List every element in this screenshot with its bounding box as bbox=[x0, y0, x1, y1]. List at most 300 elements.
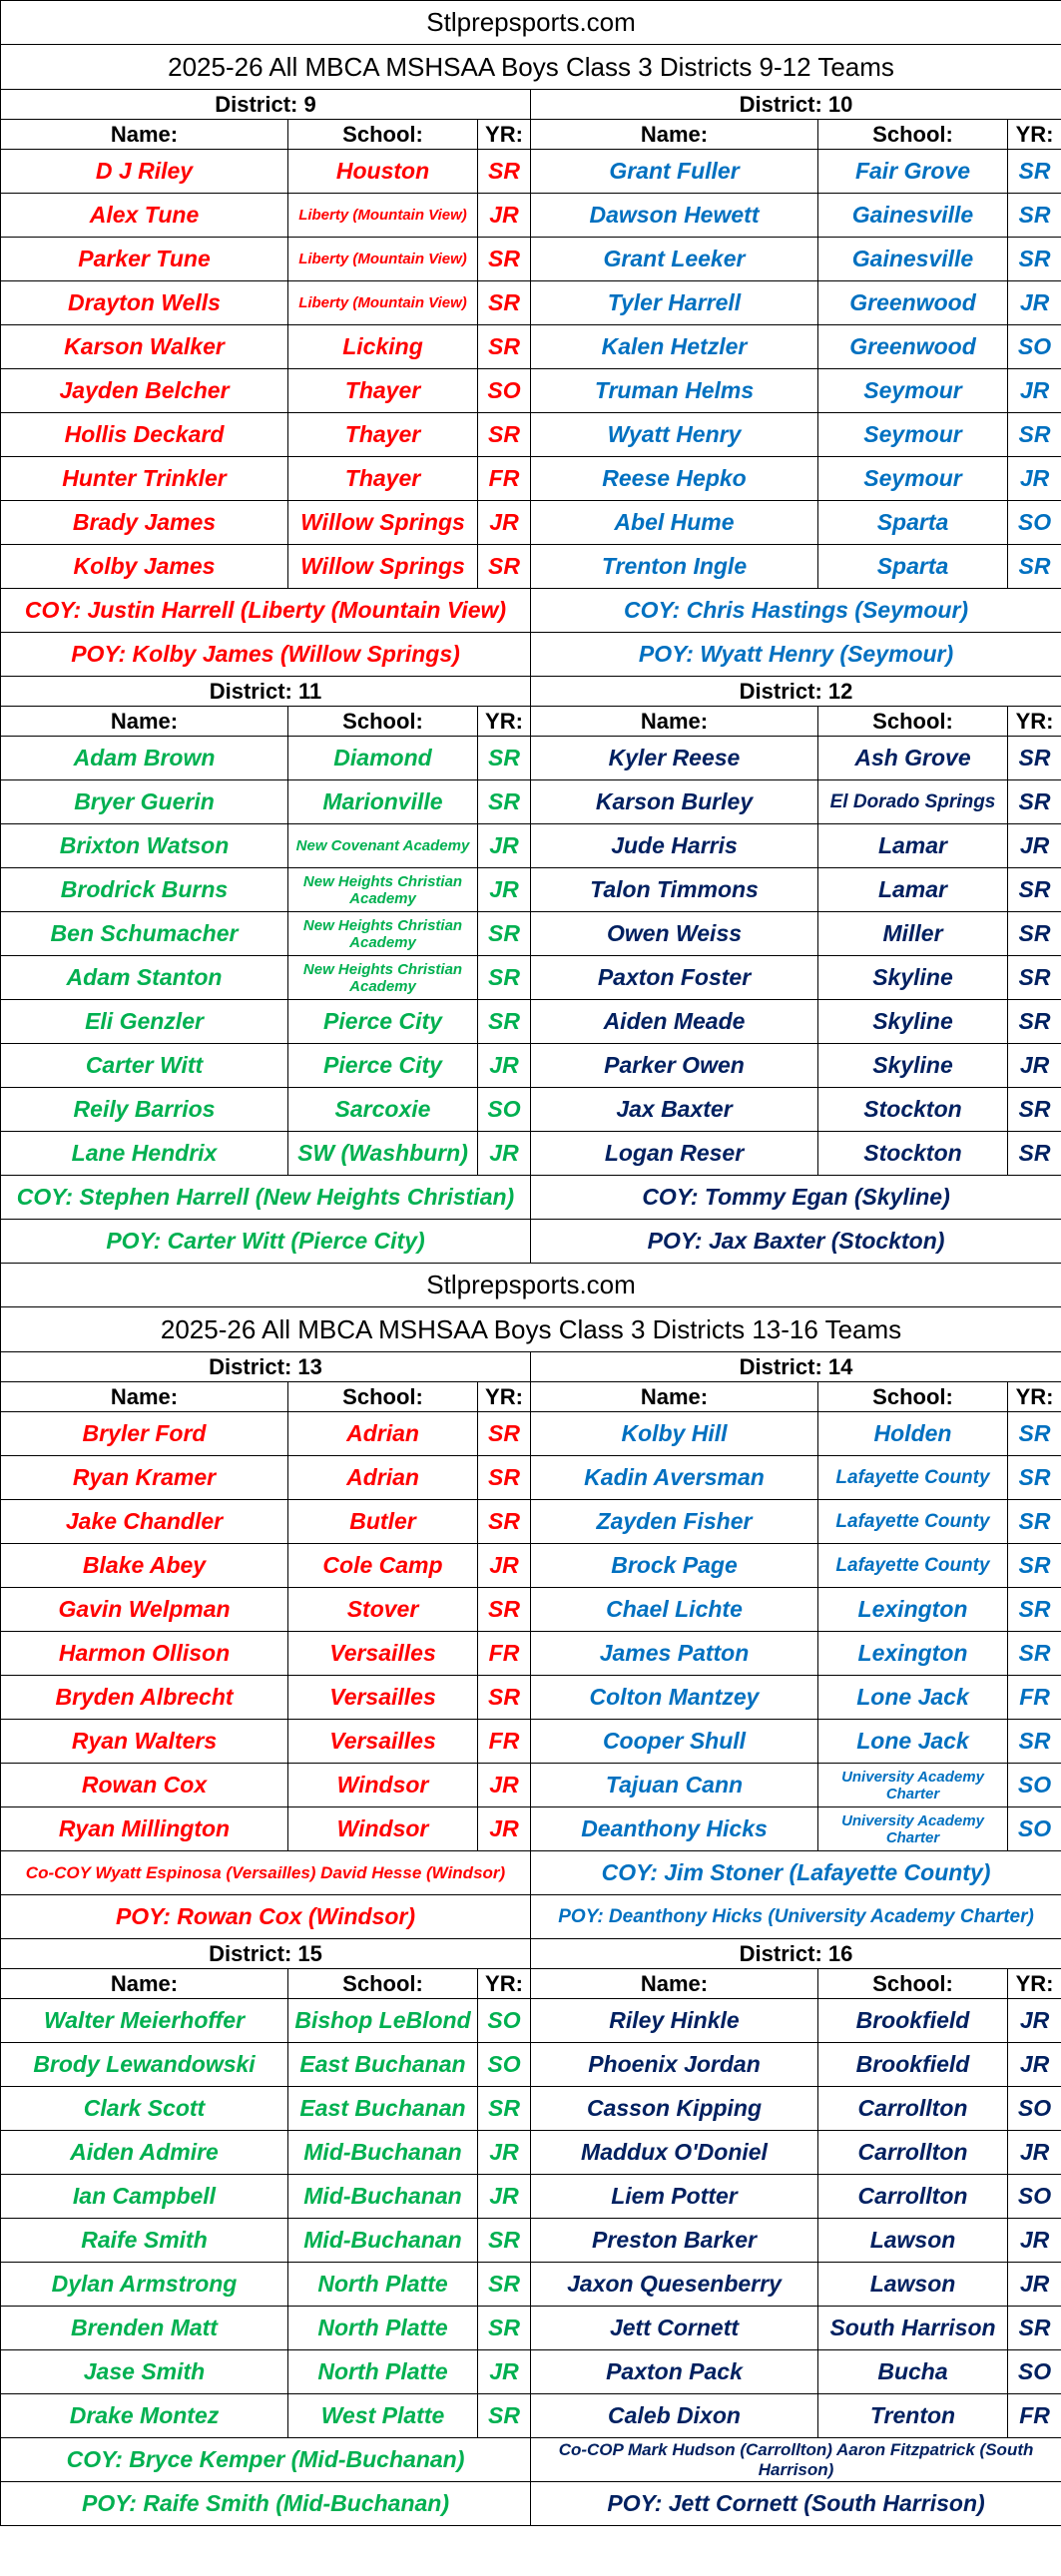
name-column-header: Name: bbox=[1, 1382, 288, 1412]
player-name: Rowan Cox bbox=[1, 1764, 288, 1807]
district-header-row bbox=[1, 677, 1061, 707]
player-school: Gainesville bbox=[818, 194, 1008, 238]
player-row bbox=[1, 2219, 1061, 2263]
player-year: SR bbox=[1008, 737, 1061, 780]
yr-column-header: YR: bbox=[478, 1969, 531, 1999]
player-year: JR bbox=[1008, 1044, 1061, 1088]
player-year: JR bbox=[1008, 1999, 1061, 2043]
player-year: SR bbox=[478, 1456, 531, 1500]
player-year: SR bbox=[1008, 1412, 1061, 1456]
player-year: JR bbox=[1008, 824, 1061, 868]
player-year: JR bbox=[1008, 2131, 1061, 2175]
player-school: Lawson bbox=[818, 2263, 1008, 2307]
player-row bbox=[1, 2263, 1061, 2307]
site-title-row bbox=[1, 1264, 1061, 1307]
district-name: District: 16 bbox=[531, 1939, 1061, 1969]
player-name: Jax Baxter bbox=[531, 1088, 818, 1132]
player-name: D J Riley bbox=[1, 150, 288, 194]
player-row bbox=[1, 956, 1061, 1000]
player-school: Lexington bbox=[818, 1588, 1008, 1632]
player-row bbox=[1, 1999, 1061, 2043]
player-school: Seymour bbox=[818, 457, 1008, 501]
player-name: Paxton Pack bbox=[531, 2350, 818, 2394]
player-year: SR bbox=[1008, 194, 1061, 238]
player-name: Liem Potter bbox=[531, 2175, 818, 2219]
player-row bbox=[1, 2043, 1061, 2087]
district-name: District: 9 bbox=[1, 90, 531, 120]
player-name: Grant Fuller bbox=[531, 150, 818, 194]
school-column-header: School: bbox=[818, 1969, 1008, 1999]
player-year: JR bbox=[478, 1544, 531, 1588]
player-year: JR bbox=[478, 2175, 531, 2219]
player-school: Stockton bbox=[818, 1132, 1008, 1176]
player-row bbox=[1, 1764, 1061, 1807]
player-year: SO bbox=[478, 369, 531, 413]
player-school: Versailles bbox=[288, 1676, 478, 1720]
player-year: SR bbox=[478, 2219, 531, 2263]
school-column-header: School: bbox=[288, 1382, 478, 1412]
district-name: District: 11 bbox=[1, 677, 531, 707]
coach-of-year: COY: Jim Stoner (Lafayette County) bbox=[531, 1851, 1061, 1895]
player-school: Miller bbox=[818, 912, 1008, 956]
player-school: Greenwood bbox=[818, 325, 1008, 369]
player-name: Jude Harris bbox=[531, 824, 818, 868]
district-header-row bbox=[1, 1939, 1061, 1969]
player-name: Brady James bbox=[1, 501, 288, 545]
player-year: SR bbox=[478, 1676, 531, 1720]
player-year: JR bbox=[1008, 457, 1061, 501]
player-name: Wyatt Henry bbox=[531, 413, 818, 457]
player-school: Skyline bbox=[818, 1044, 1008, 1088]
player-year: SR bbox=[478, 2087, 531, 2131]
player-name: Jase Smith bbox=[1, 2350, 288, 2394]
player-row bbox=[1, 1676, 1061, 1720]
player-school: New Heights Christian Academy bbox=[288, 956, 478, 1000]
player-school: Windsor bbox=[288, 1807, 478, 1851]
column-header-row bbox=[1, 1382, 1061, 1412]
player-year: JR bbox=[478, 1807, 531, 1851]
player-of-year: POY: Rowan Cox (Windsor) bbox=[1, 1895, 531, 1939]
player-row bbox=[1, 2350, 1061, 2394]
sheet-title-row bbox=[1, 45, 1061, 90]
player-school: East Buchanan bbox=[288, 2043, 478, 2087]
coach-of-year-row bbox=[1, 1851, 1061, 1895]
player-school: University Academy Charter bbox=[818, 1764, 1008, 1807]
player-school: North Platte bbox=[288, 2307, 478, 2350]
coach-of-year: Co-COP Mark Hudson (Carrollton) Aaron Fitzpatrick (South Harrison) bbox=[531, 2438, 1061, 2482]
player-name: Walter Meierhoffer bbox=[1, 1999, 288, 2043]
player-school: Houston bbox=[288, 150, 478, 194]
yr-column-header: YR: bbox=[1008, 120, 1061, 150]
player-row bbox=[1, 1044, 1061, 1088]
player-row bbox=[1, 780, 1061, 824]
player-name: Lane Hendrix bbox=[1, 1132, 288, 1176]
player-name: Ryan Millington bbox=[1, 1807, 288, 1851]
player-year: JR bbox=[478, 501, 531, 545]
player-school: Versailles bbox=[288, 1632, 478, 1676]
player-name: Zayden Fisher bbox=[531, 1500, 818, 1544]
player-of-year-row bbox=[1, 1895, 1061, 1939]
player-name: Talon Timmons bbox=[531, 868, 818, 912]
player-name: James Patton bbox=[531, 1632, 818, 1676]
player-school: El Dorado Springs bbox=[818, 780, 1008, 824]
player-of-year-row bbox=[1, 1220, 1061, 1264]
yr-column-header: YR: bbox=[478, 1382, 531, 1412]
player-name: Jaxon Quesenberry bbox=[531, 2263, 818, 2307]
player-row bbox=[1, 281, 1061, 325]
sheet-title: 2025-26 All MBCA MSHSAA Boys Class 3 Districts 9-12 Teams bbox=[1, 45, 1061, 90]
player-name: Maddux O'Doniel bbox=[531, 2131, 818, 2175]
name-column-header: Name: bbox=[531, 1969, 818, 1999]
player-year: JR bbox=[1008, 2043, 1061, 2087]
player-of-year: POY: Wyatt Henry (Seymour) bbox=[531, 633, 1061, 677]
player-name: Ben Schumacher bbox=[1, 912, 288, 956]
player-year: SR bbox=[1008, 1588, 1061, 1632]
player-year: SR bbox=[1008, 545, 1061, 589]
player-name: Tajuan Cann bbox=[531, 1764, 818, 1807]
player-school: Thayer bbox=[288, 457, 478, 501]
yr-column-header: YR: bbox=[1008, 707, 1061, 737]
player-year: SR bbox=[478, 281, 531, 325]
player-school: Carrollton bbox=[818, 2131, 1008, 2175]
player-name: Phoenix Jordan bbox=[531, 2043, 818, 2087]
yr-column-header: YR: bbox=[1008, 1382, 1061, 1412]
player-school: Sarcoxie bbox=[288, 1088, 478, 1132]
player-name: Adam Brown bbox=[1, 737, 288, 780]
player-school: North Platte bbox=[288, 2350, 478, 2394]
player-school: Versailles bbox=[288, 1720, 478, 1764]
player-year: SO bbox=[478, 1999, 531, 2043]
player-school: Brookfield bbox=[818, 2043, 1008, 2087]
player-name: Grant Leeker bbox=[531, 238, 818, 281]
player-name: Karson Walker bbox=[1, 325, 288, 369]
player-year: SR bbox=[478, 150, 531, 194]
site-title-row bbox=[1, 1, 1061, 45]
player-school: Ash Grove bbox=[818, 737, 1008, 780]
player-year: SR bbox=[1008, 413, 1061, 457]
player-school: Willow Springs bbox=[288, 545, 478, 589]
player-year: SR bbox=[1008, 150, 1061, 194]
player-school: Sparta bbox=[818, 545, 1008, 589]
player-school: Carrollton bbox=[818, 2175, 1008, 2219]
player-year: SR bbox=[1008, 2307, 1061, 2350]
player-year: SR bbox=[478, 1000, 531, 1044]
coach-of-year: COY: Chris Hastings (Seymour) bbox=[531, 589, 1061, 633]
sheet-title: 2025-26 All MBCA MSHSAA Boys Class 3 Districts 13-16 Teams bbox=[1, 1307, 1061, 1352]
district-name: District: 13 bbox=[1, 1352, 531, 1382]
player-year: FR bbox=[478, 457, 531, 501]
player-year: SR bbox=[1008, 912, 1061, 956]
player-school: Bucha bbox=[818, 2350, 1008, 2394]
player-year: SR bbox=[1008, 1500, 1061, 1544]
name-column-header: Name: bbox=[1, 1969, 288, 1999]
player-of-year: POY: Deanthony Hicks (University Academy Charter) bbox=[531, 1895, 1061, 1939]
player-name: Truman Helms bbox=[531, 369, 818, 413]
player-school: Skyline bbox=[818, 1000, 1008, 1044]
player-name: Brodrick Burns bbox=[1, 868, 288, 912]
player-school: Butler bbox=[288, 1500, 478, 1544]
school-column-header: School: bbox=[818, 1382, 1008, 1412]
player-year: JR bbox=[478, 2350, 531, 2394]
coach-of-year: Co-COY Wyatt Espinosa (Versailles) David Hesse (Windsor) bbox=[1, 1851, 531, 1895]
player-school: Lafayette County bbox=[818, 1500, 1008, 1544]
player-year: JR bbox=[478, 824, 531, 868]
player-year: SR bbox=[1008, 780, 1061, 824]
player-year: SR bbox=[1008, 1000, 1061, 1044]
player-row bbox=[1, 1807, 1061, 1851]
player-year: FR bbox=[478, 1720, 531, 1764]
player-row bbox=[1, 2131, 1061, 2175]
player-name: Blake Abey bbox=[1, 1544, 288, 1588]
player-school: Lamar bbox=[818, 824, 1008, 868]
player-name: Eli Genzler bbox=[1, 1000, 288, 1044]
player-school: Stockton bbox=[818, 1088, 1008, 1132]
player-name: Jayden Belcher bbox=[1, 369, 288, 413]
player-year: SR bbox=[1008, 1132, 1061, 1176]
name-column-header: Name: bbox=[531, 120, 818, 150]
player-of-year: POY: Kolby James (Willow Springs) bbox=[1, 633, 531, 677]
player-name: Hollis Deckard bbox=[1, 413, 288, 457]
player-row bbox=[1, 501, 1061, 545]
player-name: Raife Smith bbox=[1, 2219, 288, 2263]
player-row bbox=[1, 2087, 1061, 2131]
player-row bbox=[1, 1456, 1061, 1500]
player-name: Bryer Guerin bbox=[1, 780, 288, 824]
player-school: University Academy Charter bbox=[818, 1807, 1008, 1851]
player-row bbox=[1, 1132, 1061, 1176]
player-name: Chael Lichte bbox=[531, 1588, 818, 1632]
player-name: Kolby Hill bbox=[531, 1412, 818, 1456]
player-school: Windsor bbox=[288, 1764, 478, 1807]
player-year: SO bbox=[1008, 1764, 1061, 1807]
player-school: Thayer bbox=[288, 413, 478, 457]
player-row bbox=[1, 1000, 1061, 1044]
player-row bbox=[1, 2175, 1061, 2219]
school-column-header: School: bbox=[288, 707, 478, 737]
player-row bbox=[1, 824, 1061, 868]
column-header-row bbox=[1, 120, 1061, 150]
player-name: Aiden Meade bbox=[531, 1000, 818, 1044]
player-school: East Buchanan bbox=[288, 2087, 478, 2131]
player-year: SR bbox=[1008, 1456, 1061, 1500]
player-school: Stover bbox=[288, 1588, 478, 1632]
player-school: New Covenant Academy bbox=[288, 824, 478, 868]
player-school: Adrian bbox=[288, 1412, 478, 1456]
player-of-year: POY: Carter Witt (Pierce City) bbox=[1, 1220, 531, 1264]
yr-column-header: YR: bbox=[478, 120, 531, 150]
player-name: Jett Cornett bbox=[531, 2307, 818, 2350]
player-of-year-row bbox=[1, 2482, 1061, 2526]
player-row bbox=[1, 1588, 1061, 1632]
player-name: Paxton Foster bbox=[531, 956, 818, 1000]
player-name: Drake Montez bbox=[1, 2394, 288, 2438]
district-name: District: 14 bbox=[531, 1352, 1061, 1382]
player-school: Lone Jack bbox=[818, 1720, 1008, 1764]
player-school: Greenwood bbox=[818, 281, 1008, 325]
site-title: Stlprepsports.com bbox=[1, 1, 1061, 45]
player-name: Clark Scott bbox=[1, 2087, 288, 2131]
player-year: SR bbox=[478, 325, 531, 369]
player-name: Hunter Trinkler bbox=[1, 457, 288, 501]
player-row bbox=[1, 1632, 1061, 1676]
player-school: Seymour bbox=[818, 369, 1008, 413]
name-column-header: Name: bbox=[1, 120, 288, 150]
name-column-header: Name: bbox=[1, 707, 288, 737]
player-school: New Heights Christian Academy bbox=[288, 868, 478, 912]
player-year: SR bbox=[1008, 1632, 1061, 1676]
player-school: Adrian bbox=[288, 1456, 478, 1500]
player-row bbox=[1, 325, 1061, 369]
player-year: JR bbox=[478, 1764, 531, 1807]
player-school: West Platte bbox=[288, 2394, 478, 2438]
player-school: Lawson bbox=[818, 2219, 1008, 2263]
player-name: Reily Barrios bbox=[1, 1088, 288, 1132]
player-year: SR bbox=[1008, 1544, 1061, 1588]
player-name: Kalen Hetzler bbox=[531, 325, 818, 369]
player-row bbox=[1, 369, 1061, 413]
player-name: Bryden Albrecht bbox=[1, 1676, 288, 1720]
player-year: SR bbox=[478, 2307, 531, 2350]
player-name: Ryan Walters bbox=[1, 1720, 288, 1764]
player-year: JR bbox=[1008, 2219, 1061, 2263]
player-row bbox=[1, 238, 1061, 281]
name-column-header: Name: bbox=[531, 707, 818, 737]
player-school: Licking bbox=[288, 325, 478, 369]
player-year: SR bbox=[1008, 238, 1061, 281]
district-name: District: 15 bbox=[1, 1939, 531, 1969]
yr-column-header: YR: bbox=[1008, 1969, 1061, 1999]
player-of-year-row bbox=[1, 633, 1061, 677]
player-name: Riley Hinkle bbox=[531, 1999, 818, 2043]
player-year: SO bbox=[1008, 2350, 1061, 2394]
player-name: Casson Kipping bbox=[531, 2087, 818, 2131]
coach-of-year: COY: Tommy Egan (Skyline) bbox=[531, 1176, 1061, 1220]
player-year: SR bbox=[478, 1500, 531, 1544]
player-of-year: POY: Raife Smith (Mid-Buchanan) bbox=[1, 2482, 531, 2526]
coach-of-year: COY: Stephen Harrell (New Heights Christian) bbox=[1, 1176, 531, 1220]
player-school: Pierce City bbox=[288, 1044, 478, 1088]
player-school: Lexington bbox=[818, 1632, 1008, 1676]
coach-of-year-row bbox=[1, 589, 1061, 633]
column-header-row bbox=[1, 1969, 1061, 1999]
district-header-row bbox=[1, 1352, 1061, 1382]
player-name: Bryler Ford bbox=[1, 1412, 288, 1456]
player-name: Cooper Shull bbox=[531, 1720, 818, 1764]
sheet-title-row bbox=[1, 1307, 1061, 1352]
player-year: JR bbox=[478, 2131, 531, 2175]
player-school: Liberty (Mountain View) bbox=[288, 281, 478, 325]
player-year: JR bbox=[1008, 369, 1061, 413]
player-name: Carter Witt bbox=[1, 1044, 288, 1088]
player-year: SO bbox=[1008, 325, 1061, 369]
player-school: Trenton bbox=[818, 2394, 1008, 2438]
district-name: District: 10 bbox=[531, 90, 1061, 120]
player-name: Logan Reser bbox=[531, 1132, 818, 1176]
player-year: JR bbox=[1008, 281, 1061, 325]
player-name: Colton Mantzey bbox=[531, 1676, 818, 1720]
player-year: SR bbox=[478, 545, 531, 589]
player-year: SR bbox=[478, 413, 531, 457]
player-school: Thayer bbox=[288, 369, 478, 413]
player-school: Diamond bbox=[288, 737, 478, 780]
player-school: Carrollton bbox=[818, 2087, 1008, 2131]
player-year: JR bbox=[478, 1044, 531, 1088]
player-name: Dylan Armstrong bbox=[1, 2263, 288, 2307]
coach-of-year-row bbox=[1, 1176, 1061, 1220]
player-year: SO bbox=[1008, 1807, 1061, 1851]
player-school: South Harrison bbox=[818, 2307, 1008, 2350]
yr-column-header: YR: bbox=[478, 707, 531, 737]
player-year: SO bbox=[1008, 2087, 1061, 2131]
player-school: Fair Grove bbox=[818, 150, 1008, 194]
player-row bbox=[1, 2307, 1061, 2350]
player-school: Skyline bbox=[818, 956, 1008, 1000]
player-name: Brock Page bbox=[531, 1544, 818, 1588]
player-school: Lafayette County bbox=[818, 1456, 1008, 1500]
player-school: Bishop LeBlond bbox=[288, 1999, 478, 2043]
player-row bbox=[1, 1412, 1061, 1456]
player-school: Seymour bbox=[818, 413, 1008, 457]
column-header-row bbox=[1, 707, 1061, 737]
player-school: Mid-Buchanan bbox=[288, 2219, 478, 2263]
player-year: SR bbox=[1008, 868, 1061, 912]
player-school: Sparta bbox=[818, 501, 1008, 545]
player-year: JR bbox=[1008, 2263, 1061, 2307]
player-year: SR bbox=[478, 1412, 531, 1456]
player-name: Karson Burley bbox=[531, 780, 818, 824]
player-school: Brookfield bbox=[818, 1999, 1008, 2043]
school-column-header: School: bbox=[818, 707, 1008, 737]
coach-of-year-row bbox=[1, 2438, 1061, 2482]
player-name: Adam Stanton bbox=[1, 956, 288, 1000]
player-year: SR bbox=[478, 2263, 531, 2307]
site-title: Stlprepsports.com bbox=[1, 1264, 1061, 1307]
player-row bbox=[1, 1720, 1061, 1764]
player-row bbox=[1, 545, 1061, 589]
player-school: Cole Camp bbox=[288, 1544, 478, 1588]
player-name: Brixton Watson bbox=[1, 824, 288, 868]
player-name: Parker Owen bbox=[531, 1044, 818, 1088]
player-school: Liberty (Mountain View) bbox=[288, 238, 478, 281]
player-row bbox=[1, 413, 1061, 457]
player-name: Alex Tune bbox=[1, 194, 288, 238]
player-name: Ryan Kramer bbox=[1, 1456, 288, 1500]
player-year: SR bbox=[478, 737, 531, 780]
player-row bbox=[1, 457, 1061, 501]
player-school: Pierce City bbox=[288, 1000, 478, 1044]
district-name: District: 12 bbox=[531, 677, 1061, 707]
player-school: Mid-Buchanan bbox=[288, 2175, 478, 2219]
player-year: SR bbox=[1008, 1720, 1061, 1764]
player-name: Dawson Hewett bbox=[531, 194, 818, 238]
player-name: Brenden Matt bbox=[1, 2307, 288, 2350]
player-school: Lamar bbox=[818, 868, 1008, 912]
player-year: FR bbox=[1008, 2394, 1061, 2438]
player-year: JR bbox=[478, 1132, 531, 1176]
player-year: SR bbox=[478, 238, 531, 281]
player-school: North Platte bbox=[288, 2263, 478, 2307]
player-year: JR bbox=[478, 194, 531, 238]
player-school: New Heights Christian Academy bbox=[288, 912, 478, 956]
player-of-year: POY: Jett Cornett (South Harrison) bbox=[531, 2482, 1061, 2526]
player-name: Kyler Reese bbox=[531, 737, 818, 780]
player-year: SR bbox=[478, 956, 531, 1000]
player-school: Holden bbox=[818, 1412, 1008, 1456]
name-column-header: Name: bbox=[531, 1382, 818, 1412]
player-year: SO bbox=[478, 2043, 531, 2087]
district-header-row bbox=[1, 90, 1061, 120]
player-row bbox=[1, 150, 1061, 194]
